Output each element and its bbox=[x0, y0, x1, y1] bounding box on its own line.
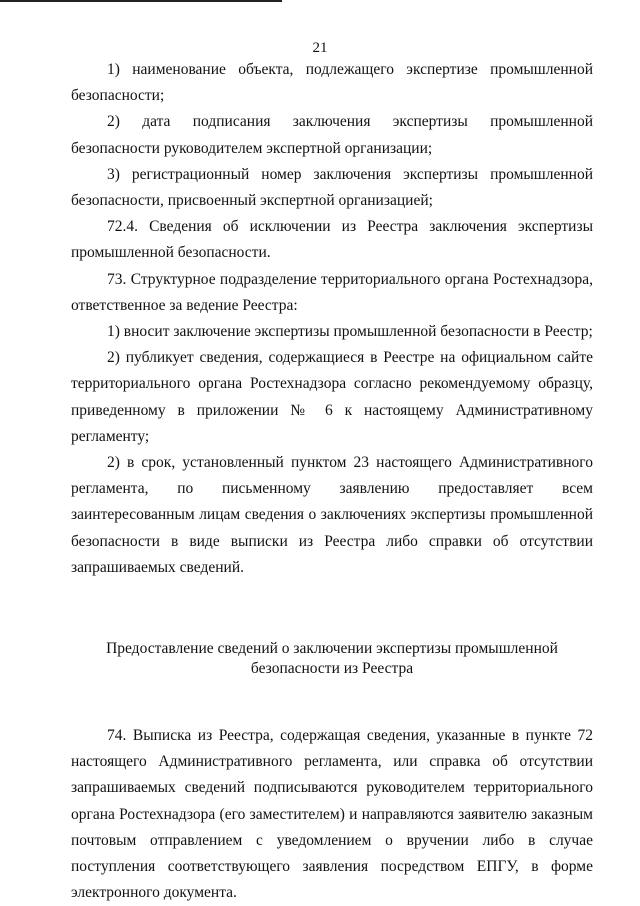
section-heading-line-1: Предоставление сведений о заключении экспертизы промышленной bbox=[106, 640, 558, 658]
spacer bbox=[71, 679, 593, 723]
paragraph-item-2: 2) дата подписания заключения экспертизы промышленной безопасности руководителем экспертной организации; bbox=[71, 113, 593, 157]
page-number: 21 bbox=[312, 40, 328, 56]
paragraph-73: 73. Структурное подразделение территориального органа Ростехнадзора, ответственное за ведение Реестра: bbox=[71, 270, 593, 314]
paragraph-73-item-2b: 2) в срок, установленный пунктом 23 настоящего Административного регламента, по письменному заявлению предоставляет всем заинтересованным лицам сведения о заключениях экспертизы промышленной безопасности в виде выписки из Реестра либо справки об отсутствии запрашиваемых сведений. bbox=[71, 454, 593, 576]
paragraph-73-item-1: 1) вносит заключение экспертизы промышленной безопасности в Реестр; bbox=[107, 323, 593, 341]
document-body bbox=[71, 57, 593, 906]
section-heading bbox=[71, 639, 593, 679]
paragraph-73-item-2: 2) публикует сведения, содержащиеся в Реестре на официальном сайте территориального органа Ростехнадзора согласно рекомендуемому образцу, приведенному в приложении № 6 к настоящему Административному регламенту; bbox=[71, 349, 593, 445]
top-border-line bbox=[0, 0, 282, 2]
paragraph-item-3: 3) регистрационный номер заключения экспертизы промышленной безопасности, присвоенный экспертной организацией; bbox=[71, 165, 593, 210]
paragraph-72-4: 72.4. Сведения об исключении из Реестра заключения экспертизы промышленной безопасности. bbox=[71, 218, 593, 262]
paragraph-74: 74. Выписка из Реестра, содержащая сведения, указанные в пункте 72 настоящего Административного регламента, или справка об отсутствии запрашиваемых сведений подписываются руководителем территориального органа Ростехнадзора (его заместителем) и направляются заявителю заказным почтовым отправлением с уведомлением о вручении либо в случае поступления соответствующего заявления посредством ЕПГУ, в форме электронного документа. bbox=[71, 727, 593, 902]
section-heading-line-2: безопасности из Реестра bbox=[250, 660, 414, 678]
paragraph-item-1: 1) наименование объекта, подлежащего экспертизе промышленной безопасности; bbox=[71, 61, 593, 105]
